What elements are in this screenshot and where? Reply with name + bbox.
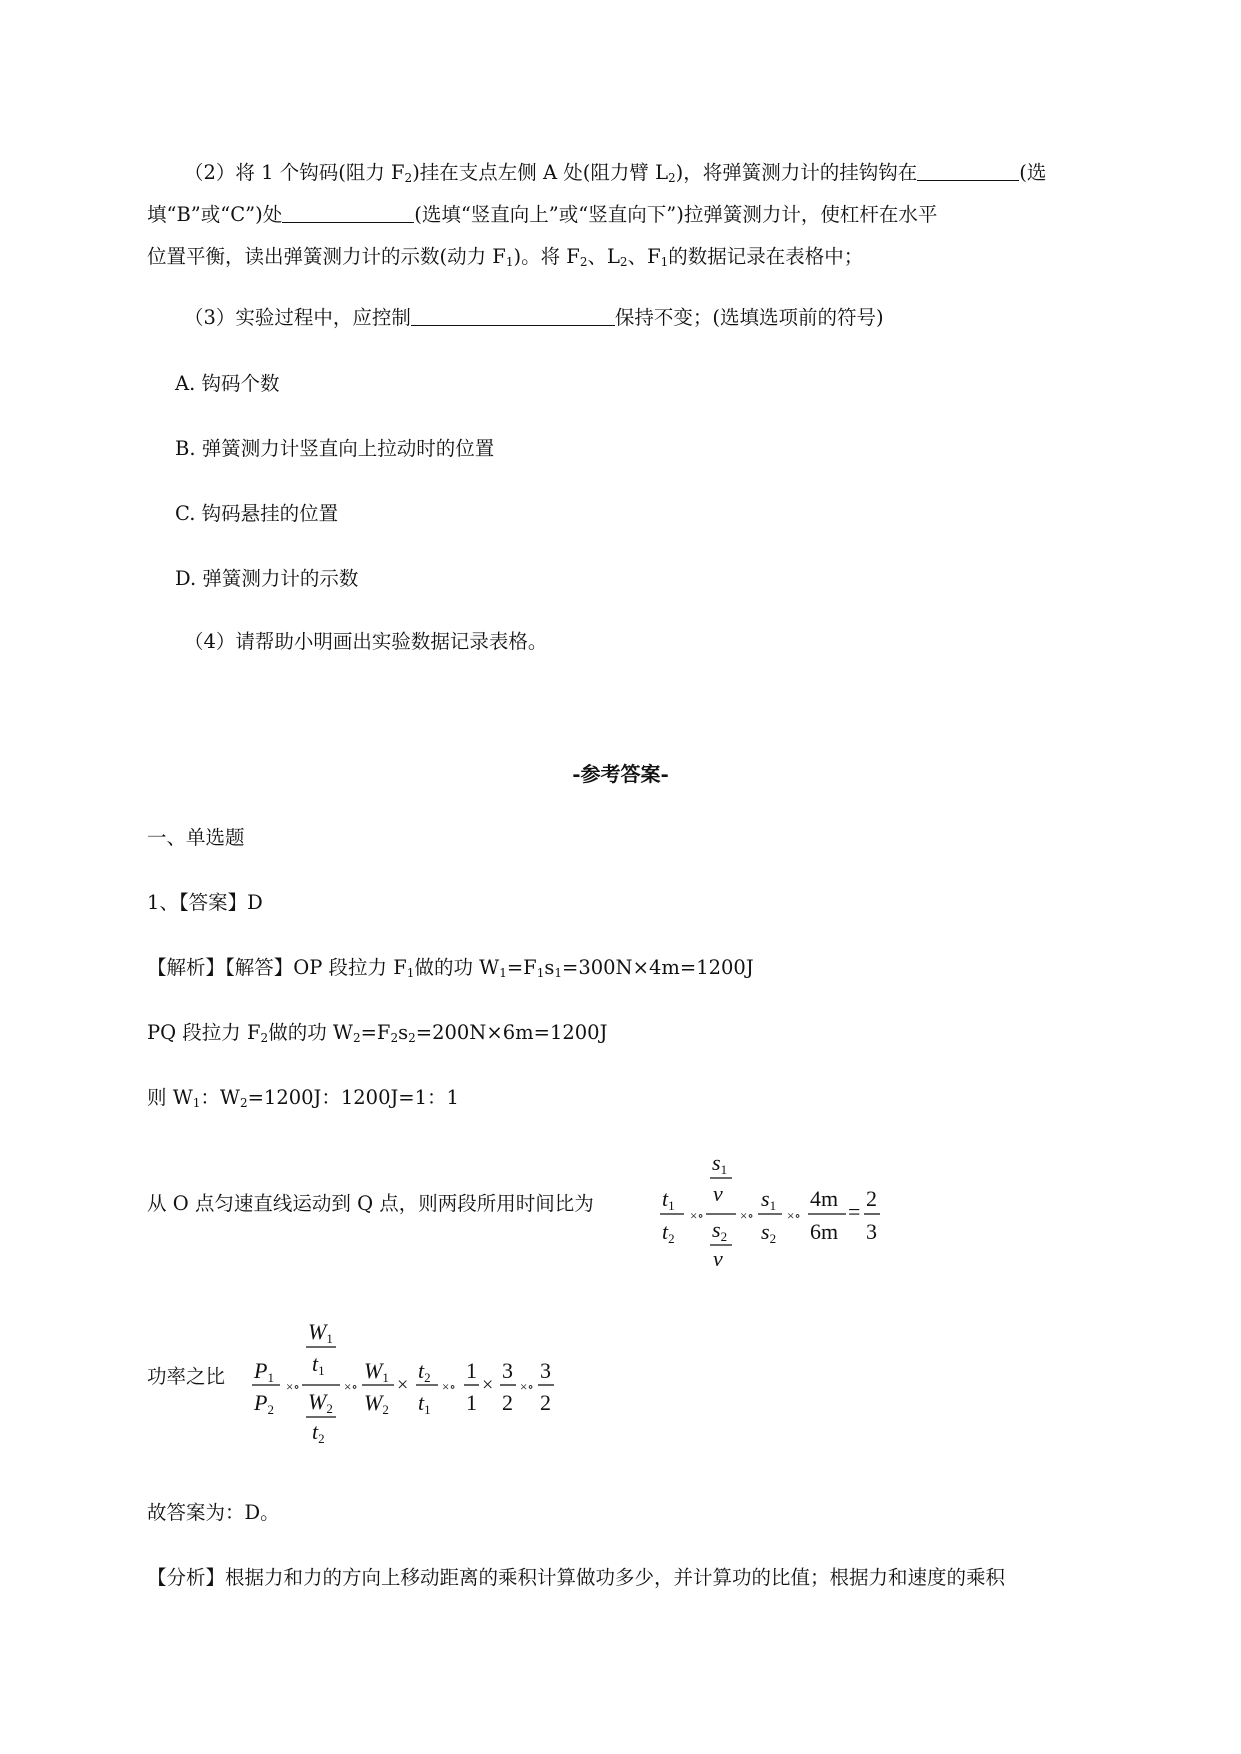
svg-text:W1: W1: [308, 1319, 333, 1346]
svg-text:W2: W2: [364, 1390, 389, 1417]
svg-text:×∘: ×∘: [344, 1379, 358, 1394]
answer-blank: [917, 160, 1019, 181]
svg-text:6m: 6m: [810, 1219, 839, 1244]
svg-text:×∘: ×∘: [286, 1379, 300, 1394]
section-title: 一、单选题: [147, 826, 245, 849]
analysis-line-2: PQ 段拉力 $F_2$做的功 $W_2=F_2s_2=200N\times 6m=1200J$: [147, 1021, 608, 1045]
power-ratio-formula: [246, 1313, 556, 1443]
q2-line-3: 位置平衡，读出弹簧测力计的示数(动力 $F_1$)。将 $F_2$、$L_2$、$F_1$的数据记录在表格中；: [147, 245, 864, 269]
svg-text:=: =: [848, 1199, 861, 1224]
svg-text:t2: t2: [662, 1219, 675, 1246]
q3-option-a: A. 钩码个数: [175, 372, 280, 395]
svg-text:3: 3: [866, 1219, 877, 1244]
svg-text:1: 1: [466, 1390, 477, 1415]
formula-symbol: t: [662, 1186, 669, 1211]
answer-blank: [282, 202, 414, 223]
svg-text:×∘: ×∘: [787, 1208, 801, 1223]
svg-text:v: v: [713, 1246, 723, 1270]
svg-text:×∘: ×∘: [442, 1379, 456, 1394]
analysis-note: 【分析】根据力和力的方向上移动距离的乘积计算做功多少，并计算功的比值；根据力和速度的乘积: [147, 1566, 1006, 1589]
svg-text:t2: t2: [312, 1419, 325, 1443]
svg-text:s2: s2: [761, 1219, 777, 1246]
svg-text:3: 3: [540, 1358, 551, 1383]
q2-line-1: （2）将 1 个钩码(阻力 $F_2$)挂在支点左侧 A 处(阻力臂 $L_2$)，将弹簧测力计的挂钩钩在 (选: [184, 161, 1047, 185]
answer-blank: [411, 305, 615, 326]
svg-text:t1: t1: [418, 1390, 431, 1417]
q2-line-2: 填“B”或“C”)处 (选填“竖直向上”或“竖直向下”)拉弹簧测力计，使杠杆在水平: [147, 203, 938, 226]
q3-option-b: B. 弹簧测力计竖直向上拉动时的位置: [175, 437, 495, 460]
svg-text:P1: P1: [254, 1358, 274, 1385]
q3-option-d: D. 弹簧测力计的示数: [175, 567, 359, 590]
work-ratio-line: 则 $W_1$：$W_2=1200J$：1200J=1：1: [147, 1086, 459, 1110]
svg-text:s2: s2: [712, 1217, 728, 1244]
time-ratio-formula: [652, 1148, 892, 1270]
q3-stem: （3）实验过程中，应控制 保持不变；(选填选项前的符号): [184, 306, 884, 329]
power-ratio-text: 功率之比: [147, 1365, 226, 1388]
svg-text:W2: W2: [308, 1389, 333, 1416]
svg-text:s1: s1: [761, 1186, 777, 1213]
svg-text:P2: P2: [254, 1390, 274, 1417]
svg-text:s1: s1: [712, 1150, 728, 1177]
svg-text:4m: 4m: [810, 1186, 839, 1211]
analysis-line-1: 【解析】【解答】OP 段拉力 $F_1$做的功 $W_1=F_1s_1=300N\times 4m=1200J$: [147, 956, 754, 980]
svg-text:×: ×: [482, 1374, 494, 1396]
q4-text: （4）请帮助小明画出实验数据记录表格。: [184, 630, 548, 653]
answer-heading: -参考答案-: [572, 762, 669, 786]
formula-symbol: ×∘: [690, 1208, 704, 1223]
svg-text:2: 2: [540, 1390, 551, 1415]
svg-text:×∘: ×∘: [520, 1379, 534, 1394]
q3-option-c: C. 钩码悬挂的位置: [175, 502, 339, 525]
svg-text:2: 2: [502, 1390, 513, 1415]
svg-text:3: 3: [502, 1358, 513, 1383]
svg-text:t2: t2: [418, 1358, 431, 1385]
answer-item-1: 1、【答案】D: [147, 891, 263, 914]
svg-text:×∘: ×∘: [740, 1208, 754, 1223]
svg-text:2: 2: [866, 1186, 877, 1211]
svg-text:1: 1: [466, 1358, 477, 1383]
svg-text:v: v: [713, 1181, 723, 1206]
svg-text:W1: W1: [364, 1358, 389, 1385]
svg-text:t1: t1: [312, 1351, 325, 1378]
svg-text:×: ×: [397, 1374, 409, 1396]
svg-text:t1: t1: [662, 1186, 675, 1213]
time-ratio-text: 从 O 点匀速直线运动到 Q 点，则两段所用时间比为: [147, 1192, 594, 1215]
conclusion-line: 故答案为：D。: [147, 1501, 280, 1524]
